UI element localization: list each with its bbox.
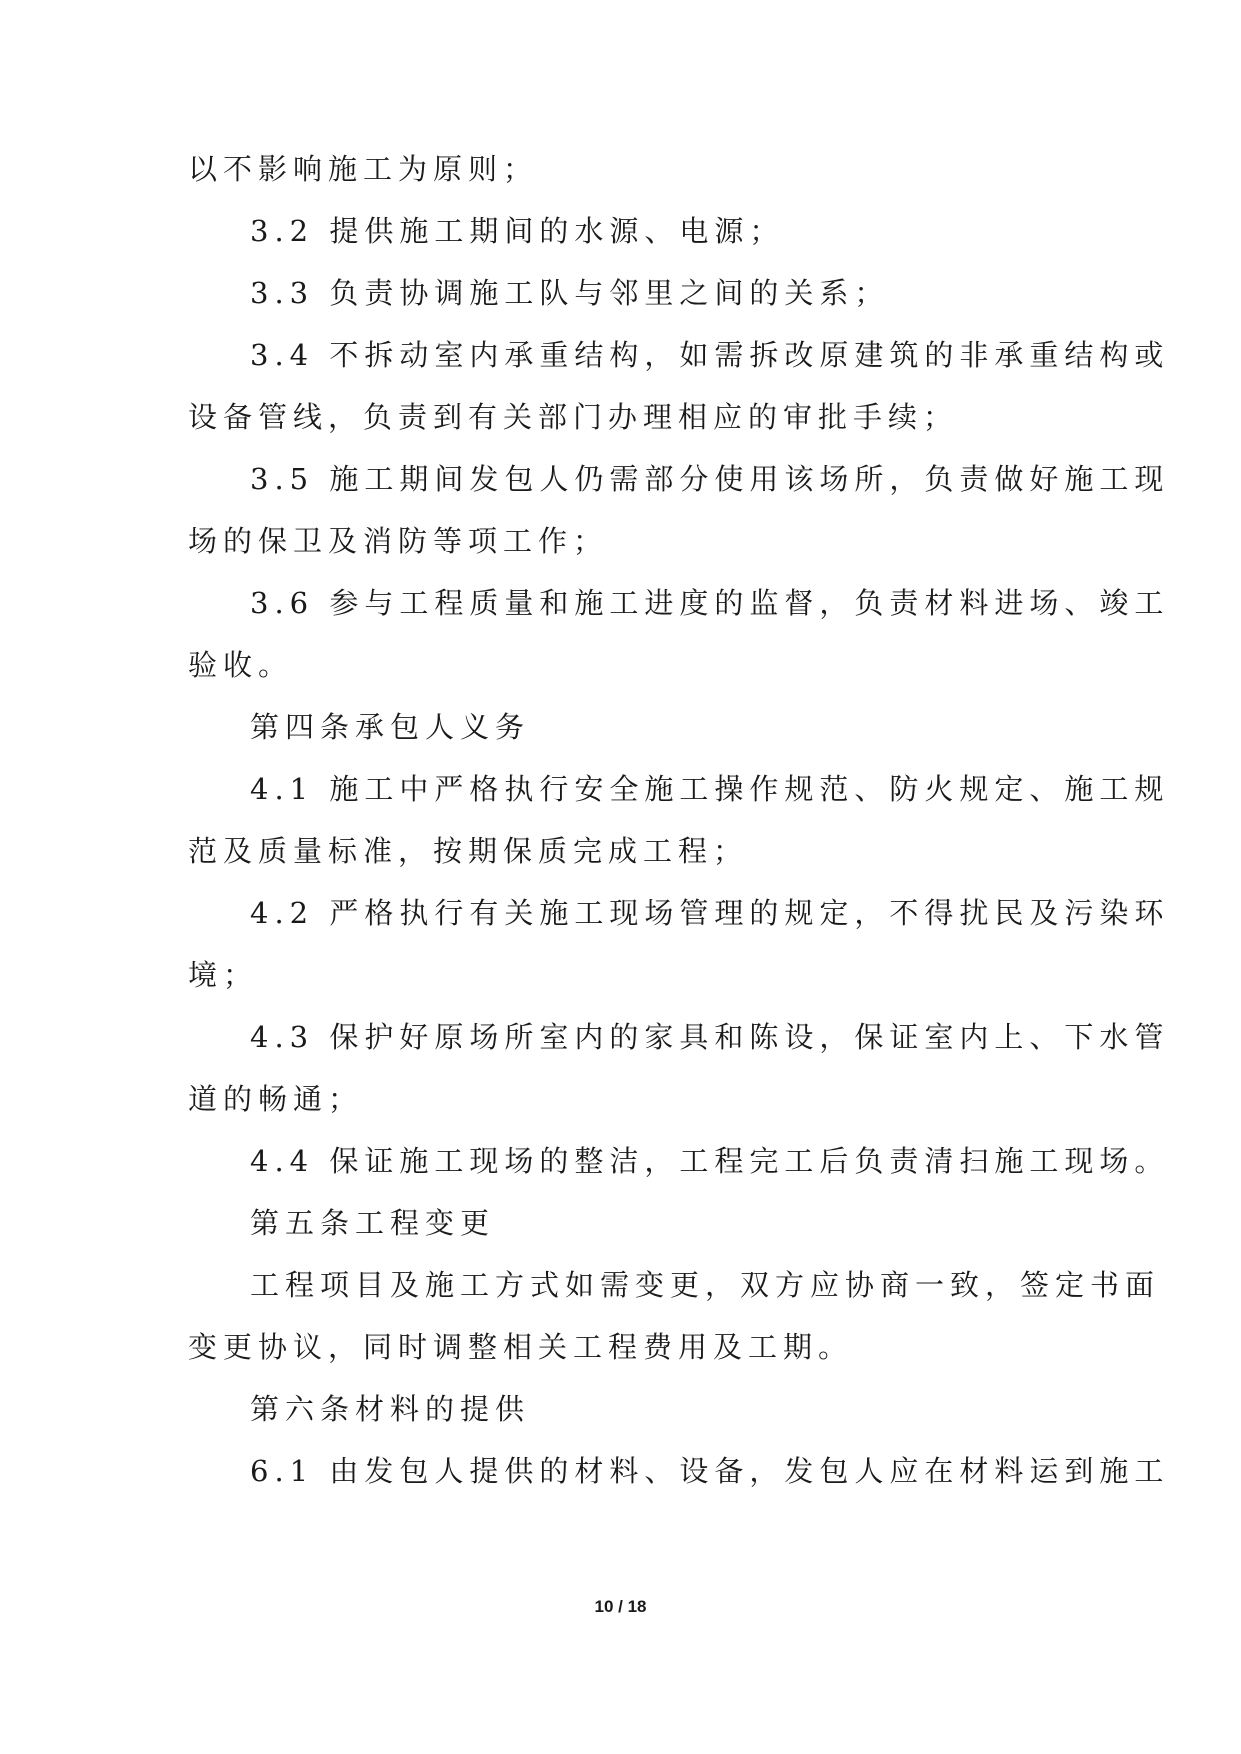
text-line: 3.6 参与工程质量和施工进度的监督，负责材料进场、竣工: [250, 586, 1170, 620]
body-text: [188, 152, 1170, 1516]
text-line: 4.4 保证施工现场的整洁，工程完工后负责清扫施工现场。: [250, 1144, 1170, 1178]
text-line: 工程项目及施工方式如需变更，双方应协商一致，签定书面: [250, 1268, 1161, 1302]
text-line: 第六条材料的提供: [250, 1392, 531, 1426]
text-line: 3.2 提供施工期间的水源、电源；: [250, 214, 785, 248]
text-line: 范及质量标准，按期保质完成工程；: [188, 834, 749, 868]
text-line: 境；: [188, 958, 259, 992]
text-line: 第五条工程变更: [250, 1206, 496, 1240]
page-number: 10 / 18: [594, 1597, 647, 1616]
text-line: 6.1 由发包人提供的材料、设备，发包人应在材料运到施工: [250, 1454, 1170, 1488]
text-line: 变更协议，同时调整相关工程费用及工期。: [188, 1330, 854, 1364]
text-line: 3.5 施工期间发包人仍需部分使用该场所，负责做好施工现: [250, 462, 1170, 496]
text-line: 以不影响施工为原则；: [188, 152, 539, 186]
text-line: 设备管线，负责到有关部门办理相应的审批手续；: [188, 400, 959, 434]
text-line: 4.3 保护好原场所室内的家具和陈设，保证室内上、下水管: [250, 1020, 1170, 1054]
text-line: 4.1 施工中严格执行安全施工操作规范、防火规定、施工规: [250, 772, 1170, 806]
text-line: 验收。: [188, 648, 294, 682]
text-line: 4.2 严格执行有关施工现场管理的规定，不得扰民及污染环: [250, 896, 1170, 930]
text-line: 3.4 不拆动室内承重结构，如需拆改原建筑的非承重结构或: [250, 338, 1170, 372]
text-line: 道的畅通；: [188, 1082, 364, 1116]
text-line: 第四条承包人义务: [250, 710, 531, 744]
text-line: 3.3 负责协调施工队与邻里之间的关系；: [250, 276, 890, 310]
text-line: 场的保卫及消防等项工作；: [188, 524, 609, 558]
